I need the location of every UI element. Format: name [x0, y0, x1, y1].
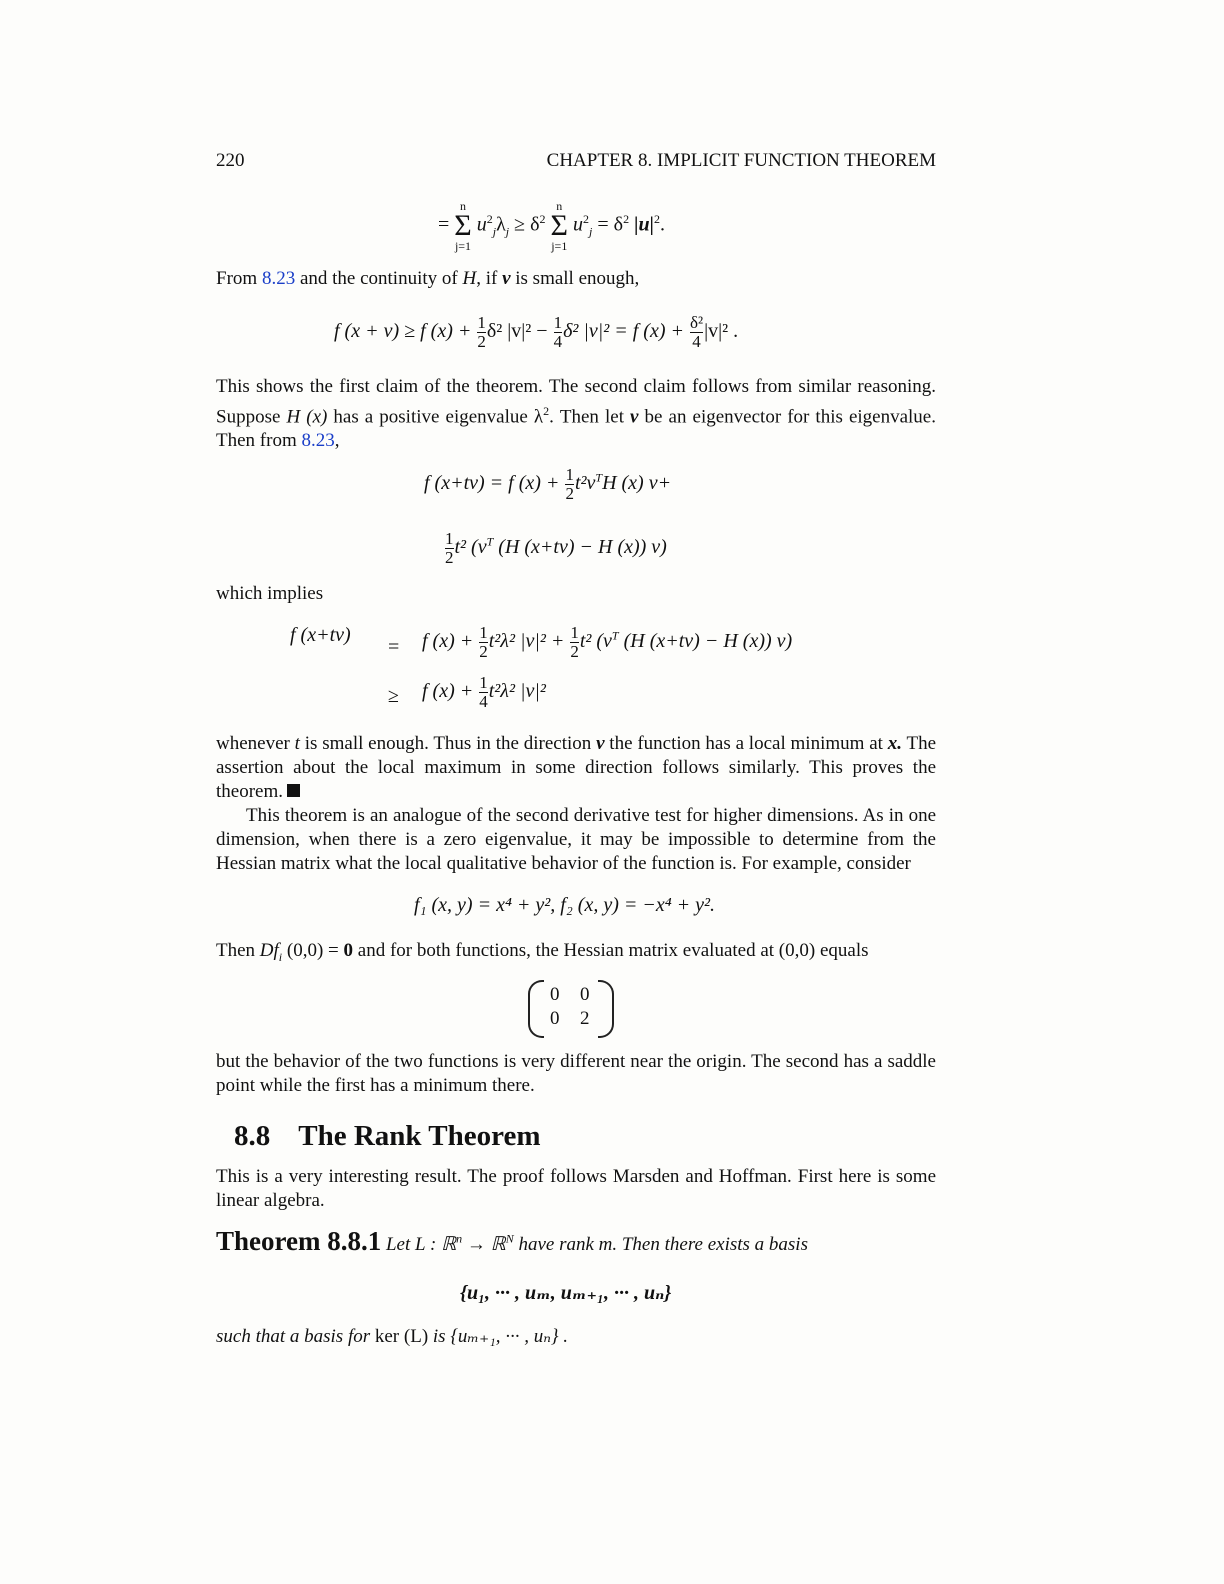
frac-eq4-1 [479, 624, 488, 661]
para2-text-c: . Then let [549, 406, 631, 428]
frac-num-6: 1 [479, 623, 488, 642]
eq4-rel1: = [388, 636, 400, 658]
eq1-period: . [660, 213, 665, 236]
eq4-row1-b: t²λ² |v|² + [488, 630, 570, 653]
frac-eq4-3 [479, 674, 488, 711]
para1-text-c: , if [476, 268, 503, 289]
theorem-sup-n: n [456, 1231, 463, 1246]
eq1-u2: u [573, 213, 584, 236]
sum-upper: n [460, 199, 467, 213]
frac-den-2: 4 [553, 332, 563, 351]
para2-text-b: has a positive eigenvalue λ [327, 406, 544, 428]
theorem-text-a: Let L : ℝ [385, 1234, 457, 1255]
frac-eq3-2 [445, 530, 454, 567]
eq3-line1-a: f (x+tv) = f (x) + [424, 472, 565, 495]
frac-den-5: 2 [445, 548, 454, 567]
eq4-row2-b: t²λ² |v|² [488, 680, 546, 703]
frac-one-quarter [554, 314, 563, 351]
eq4-T: T [611, 628, 619, 643]
qed-square-icon [287, 784, 300, 797]
paragraph-local-minimum [216, 732, 936, 804]
eq3-line2-b: (H (x+tv) − H (x)) v) [493, 536, 667, 559]
theorem-text-b: → ℝ [462, 1234, 506, 1255]
ref-link-8-23[interactable]: 8.23 [261, 268, 296, 289]
left-paren [528, 980, 544, 1038]
eq4-row2-a: f (x) + [422, 680, 479, 703]
frac-den-6: 2 [479, 642, 488, 661]
equation-sum-bound: = n Σ j=1 $u^2_j\lambda_j \ge \delta^2$ n Σ j=1 $u^2_j = \delta^2$ $|u|^2$. [438, 199, 665, 253]
frac-delta-quarter [690, 314, 703, 351]
frac-den: 2 [477, 332, 486, 351]
running-title: CHAPTER 8. IMPLICIT FUNCTION THEOREM [546, 150, 936, 171]
sum-lower: j=1 [454, 239, 472, 253]
para1-text-d: is small enough, [510, 268, 640, 289]
page-number: 220 [216, 150, 245, 171]
para2-text-e: , [334, 430, 340, 452]
paragraph-behavior-origin: but the behavior of the two functions is very different near the origin. The second has a saddle point while the first has a minimum there. [216, 1051, 936, 1096]
matrix-a11: 0 [550, 984, 560, 1005]
basis-text: {u₁, ··· , uₘ, uₘ₊₁, ··· , uₙ} [460, 1282, 672, 1304]
para6-Df: Df [259, 940, 279, 961]
frac-eq4-2 [570, 624, 579, 661]
eq4-row1-c: t² (v [579, 630, 612, 653]
para1-H: H [462, 268, 477, 289]
eq3-line2-a: t² (v [454, 536, 487, 559]
eq2-lhs: f (x + v) ≥ f (x) + [334, 320, 477, 343]
para1-text-b: and the continuity of [295, 268, 463, 289]
frac-num-8: 1 [479, 673, 488, 692]
frac-one-half [477, 314, 486, 351]
matrix-a22: 2 [580, 1008, 590, 1029]
para6-zero-vector: 0 [343, 940, 354, 961]
paragraph-kernel-basis [216, 1325, 936, 1349]
paragraph-rank-intro: This is a very interesting result. The proof follows Marsden and Hoffman. First here is some linear algebra. [216, 1166, 936, 1211]
theorem-statement [216, 1226, 936, 1257]
sum-lower-2: j=1 [551, 239, 568, 253]
para2-text-a: This shows the first claim of the theorem. The second claim follows from similar reasoning. Suppose [216, 376, 936, 428]
para4-v: v [596, 733, 605, 754]
theorem-text-c: have rank m. Then there exists a basis [513, 1234, 808, 1255]
para6-sub-i: i [278, 949, 283, 964]
eq3-line1-c: H (x) v+ [602, 472, 672, 495]
eq3-line1-b: t²v [574, 472, 596, 495]
frac-den-8: 4 [479, 692, 488, 711]
para4-text-b: is small enough. Thus in the direction [299, 733, 597, 754]
eq4-row1 [422, 624, 792, 661]
eq4-row2 [422, 674, 546, 711]
para4-text-c: the function has a local minimum at [604, 733, 888, 754]
equation-f1-f2 [414, 894, 715, 917]
para6-text-b: (0,0) = [282, 940, 344, 961]
sum-symbol: n Σ j=1 [454, 199, 472, 253]
section-title: The Rank Theorem [298, 1120, 541, 1152]
frac-num-2: 1 [553, 313, 563, 332]
frac-num-4: 1 [565, 465, 574, 484]
eq3-T2: T [486, 534, 494, 549]
section-number: 8.8 [234, 1120, 271, 1152]
sum-symbol-2: n Σ j=1 [550, 199, 569, 253]
eq4-row1-d: (H (x+tv) − H (x)) v) [618, 630, 793, 653]
frac-den-3: 4 [690, 332, 703, 351]
para9-text-a: such that a basis for [216, 1326, 375, 1347]
section-heading [234, 1120, 541, 1153]
eq1-equals: = [438, 213, 455, 236]
paragraph-continuity [216, 267, 936, 291]
para2-v: v [630, 406, 639, 428]
eq4-row1-a: f (x) + [422, 630, 479, 653]
frac-num-3: δ² [689, 313, 704, 332]
eq4-lhs [290, 624, 351, 647]
paragraph-hessian-eval [216, 939, 936, 969]
eq3-T1: T [595, 470, 603, 485]
eq1-eq-delta: = δ [592, 213, 624, 236]
eq2-part-a: δ² |v|² − [486, 320, 553, 343]
theorem-sup-N: N [505, 1231, 514, 1246]
eq2-part-b: δ² |v|² = f (x) + [563, 320, 689, 343]
eq1-u: u [476, 213, 487, 236]
para1-v: v [502, 268, 511, 289]
matrix-a12: 0 [580, 984, 590, 1005]
matrix-a21: 0 [550, 1008, 560, 1029]
para6-text-a: Then [216, 940, 260, 961]
eq4-lhs-text: f (x+tv) [290, 624, 351, 646]
para4-x: x. [887, 733, 902, 754]
para4-text-d: The assertion about the local maximum in some direction follows similarly. This proves the theorem. [216, 733, 936, 802]
para9-text-b: is {uₘ₊₁, ··· , uₙ} . [428, 1326, 569, 1347]
equation-taylor-bound [334, 314, 738, 351]
eq5-text: f₁ (x, y) = x⁴ + y², f₂ (x, y) = −x⁴ + y². [414, 894, 716, 916]
ref-link-8-23-b[interactable]: 8.23 [301, 430, 335, 452]
theorem-label: Theorem 8.8.1 [216, 1226, 382, 1256]
para6-text-c: and for both functions, the Hessian matrix evaluated at (0,0) equals [353, 940, 869, 961]
equation-basis [460, 1280, 671, 1305]
eq1-lambda: λ [496, 213, 506, 236]
paragraph-second-claim [216, 375, 936, 453]
para2-sup: 2 [543, 404, 550, 418]
frac-num-7: 1 [570, 623, 579, 642]
frac-num-5: 1 [445, 529, 454, 548]
frac-den-7: 2 [570, 642, 579, 661]
eq2-part-c: |v|² . [704, 320, 739, 343]
equation-expansion-line2 [444, 530, 667, 567]
para2-text-d: be an eigenvector for this eigenvalue. Then from [216, 406, 936, 452]
equation-expansion-line1 [424, 466, 671, 503]
para4-t: t [294, 733, 300, 754]
right-paren [598, 980, 614, 1038]
eq1-norm-u: |u| [634, 213, 654, 236]
para2-Hx: H (x) [286, 406, 328, 428]
frac-num: 1 [477, 313, 486, 332]
para4-text-a: whenever [216, 733, 295, 754]
sum-upper-2: n [556, 199, 563, 213]
eq4-rel2: ≥ [388, 685, 399, 707]
paragraph-which-implies: which implies [216, 583, 324, 604]
para1-text-a: From [216, 268, 262, 289]
para9-ker: ker (L) [374, 1326, 429, 1347]
frac-den-4: 2 [565, 484, 574, 503]
eq1-geq-delta: ≥ δ [509, 213, 540, 236]
frac-eq3-1 [565, 466, 574, 503]
hessian-matrix [528, 980, 614, 1036]
paragraph-second-derivative-test: This theorem is an analogue of the second derivative test for higher dimensions. As in one dimension, when there is a zero eigenvalue, it may be impossible to determine from the Hessian matrix what the local qualitative behavior of the function is. For example, consider [216, 805, 936, 874]
